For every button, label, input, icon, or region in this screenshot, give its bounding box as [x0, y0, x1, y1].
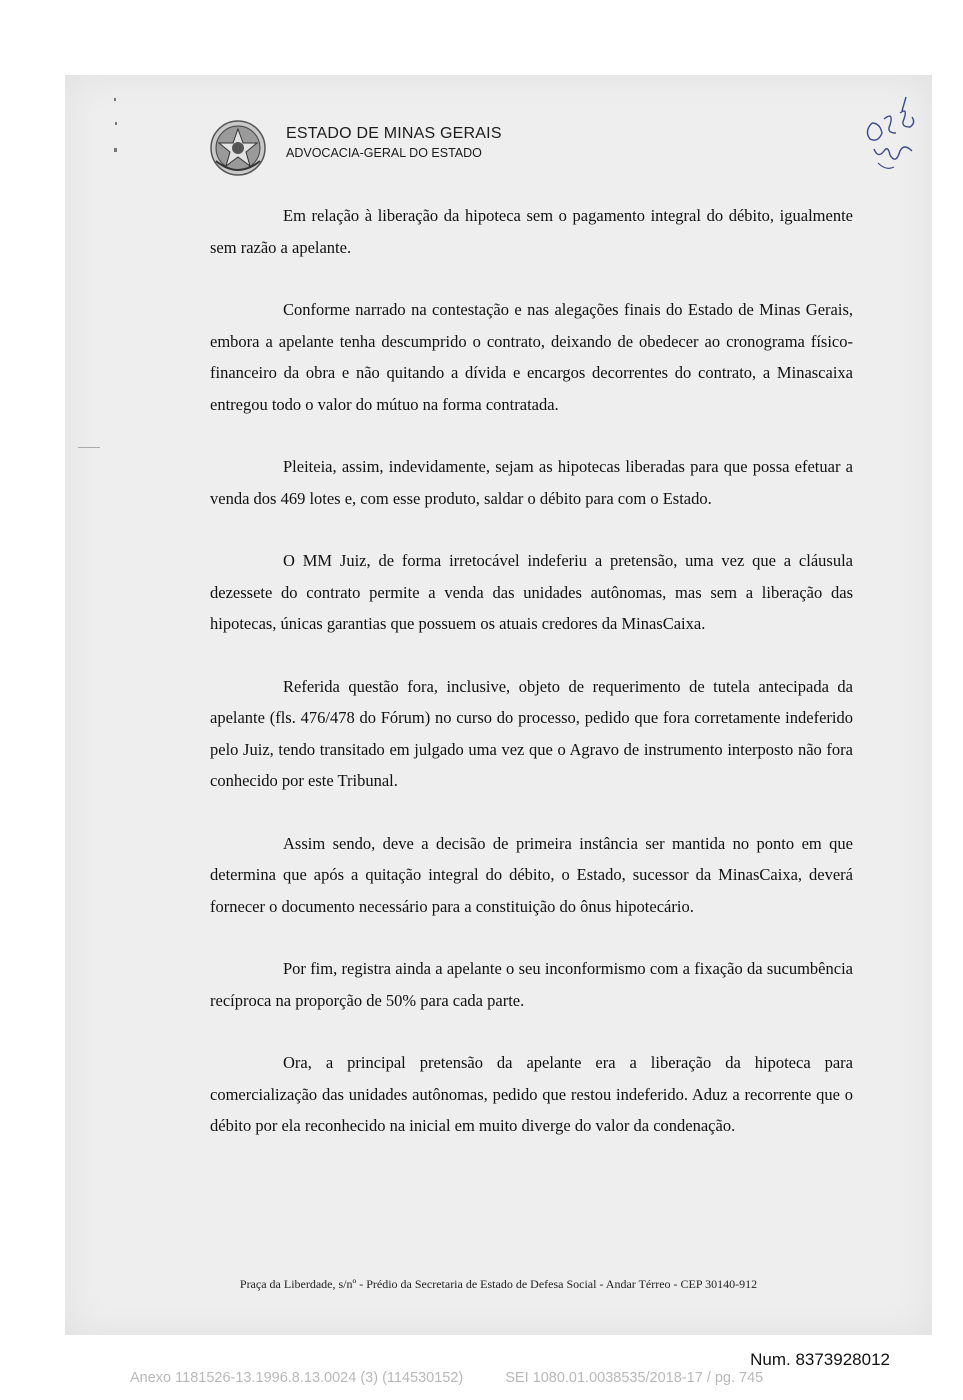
- margin-mark: [114, 148, 117, 152]
- paragraph: Conforme narrado na contestação e nas alegações finais do Estado de Minas Gerais, embora a apelante tenha descumprido o contrato, deixando de obedecer ao cronograma físico-financeiro da obra e não quitando a dívida e encargos decorrentes do contrato, a Minascaixa entregou todo o valor do mútuo na forma contratada.: [210, 300, 853, 414]
- paragraph: Referida questão fora, inclusive, objeto de requerimento de tutela antecipada da apelante (fls. 476/478 do Fórum) no curso do processo, pedido que fora corretamente indeferido pelo Juiz, tendo transitado em julgado uma vez que o Agravo de instrumento interposto não fora conhecido por este Tribunal.: [210, 676, 853, 790]
- paragraph: Em relação à liberação da hipoteca sem o pagamento integral do débito, igualmente sem razão a apelante.: [210, 206, 853, 257]
- handwritten-page-mark: [860, 93, 930, 175]
- margin-mark: [115, 122, 117, 125]
- annex-reference: Anexo 1181526-13.1996.8.13.0024 (3) (114530152): [130, 1370, 464, 1386]
- paragraph: Ora, a principal pretensão da apelante era a liberação da hipoteca para comercialização das unidades autônomas, pedido que restou indeferido. Aduz a recorrente que o débito por ela reconhecido na inicial em muito diverge do valor da condenação.: [210, 1053, 853, 1135]
- document-number: Num. 8373928012: [750, 1350, 890, 1369]
- document-body: [210, 200, 853, 1173]
- paragraph: Assim sendo, deve a decisão de primeira instância ser mantida no ponto em que determina que após a quitação integral do débito, o Estado, sucessor da MinasCaixa, deverá fornecer o documento necessário para a constituição do ônus hipotecário.: [210, 833, 853, 916]
- margin-mark: [78, 447, 100, 448]
- paragraph: Por fim, registra ainda a apelante o seu inconformismo com a fixação da sucumbência recíproca na proporção de 50% para cada parte.: [210, 959, 853, 1010]
- org-name: ESTADO DE MINAS GERAIS: [286, 125, 502, 142]
- annex-stamp: [130, 1370, 763, 1386]
- paragraph: O MM Juiz, de forma irretocável indeferiu a pretensão, uma vez que a cláusula dezessete do contrato permite a venda das unidades autônomas, mas sem a liberação das hipotecas, únicas garantias que possuem os atuais credores da MinasCaixa.: [210, 551, 853, 633]
- paragraph: Pleiteia, assim, indevidamente, sejam as hipotecas liberadas para que possa efetuar a venda dos 469 lotes e, com esse produto, saldar o débito para com o Estado.: [210, 457, 853, 508]
- org-subtitle: ADVOCACIA-GERAL DO ESTADO: [286, 146, 482, 160]
- sei-reference: SEI 1080.01.0038535/2018-17 / pg. 745: [505, 1370, 764, 1386]
- coat-of-arms-icon: [208, 117, 268, 181]
- page-footer-address: Praça da Liberdade, s/nº - Prédio da Secretaria de Estado de Defesa Social - Andar Térreo - CEP 30140-912: [239, 1277, 758, 1291]
- margin-mark: [114, 98, 116, 101]
